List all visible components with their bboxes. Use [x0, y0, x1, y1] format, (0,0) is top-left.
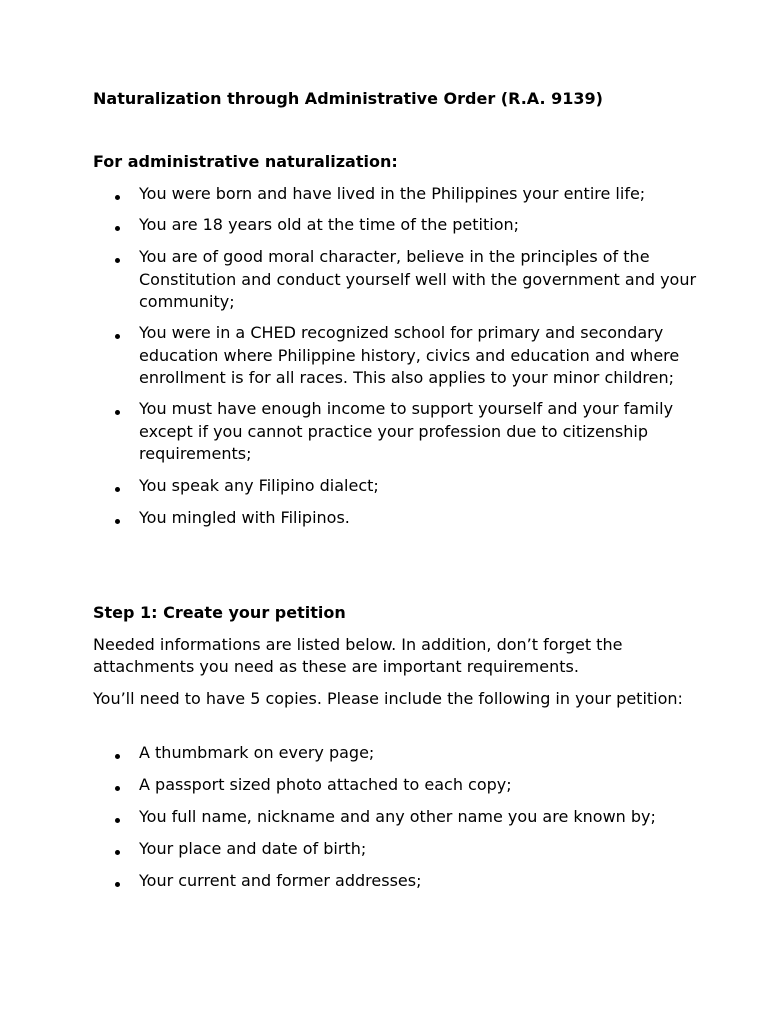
list-item-text: You must have enough income to support yourself and your family except if you cannot practice your profession due to citizenship requirements; — [139, 399, 674, 463]
bullet-icon — [115, 818, 120, 823]
bullet-icon — [115, 258, 120, 263]
step1-paragraph-1: Needed informations are listed below. In addition, don’t forget the attachments you need as these are important requirements. — [93, 635, 623, 676]
list-item-text: A passport sized photo attached to each copy; — [139, 775, 512, 794]
list-item-text: You are of good moral character, believe in the principles of the Constitution and conduct yourself well with the government and your community; — [139, 247, 697, 311]
bullet-icon — [115, 786, 120, 791]
bullet-icon — [115, 410, 120, 415]
bullet-icon — [115, 882, 120, 887]
list-item-text: You speak any Filipino dialect; — [139, 476, 379, 495]
bullet-icon — [115, 226, 120, 231]
list-item-text: A thumbmark on every page; — [139, 743, 375, 762]
list-item-text: You are 18 years old at the time of the petition; — [139, 215, 520, 234]
bullet-icon — [115, 195, 120, 200]
step1-heading: Step 1: Create your petition — [93, 603, 346, 622]
list-item-text: You full name, nickname and any other name you are known by; — [139, 807, 656, 826]
list-item-text: You were in a CHED recognized school for primary and secondary education where Philippine history, civics and education and where enrollment is for all races. This also applies to your minor children; — [139, 323, 680, 387]
list-item-text: You mingled with Filipinos. — [139, 508, 350, 527]
bullet-icon — [115, 754, 120, 759]
list-item-text: Your current and former addresses; — [139, 871, 422, 890]
bullet-icon — [115, 334, 120, 339]
document-title: Naturalization through Administrative Order (R.A. 9139) — [93, 89, 603, 108]
section-heading-admin-naturalization: For administrative naturalization: — [93, 152, 398, 171]
bullet-icon — [115, 519, 120, 524]
bullet-icon — [115, 850, 120, 855]
bullet-icon — [115, 487, 120, 492]
step1-paragraph-2: You’ll need to have 5 copies. Please include the following in your petition: — [93, 689, 683, 708]
list-item-text: You were born and have lived in the Philippines your entire life; — [139, 184, 646, 203]
list-item-text: Your place and date of birth; — [139, 839, 367, 858]
